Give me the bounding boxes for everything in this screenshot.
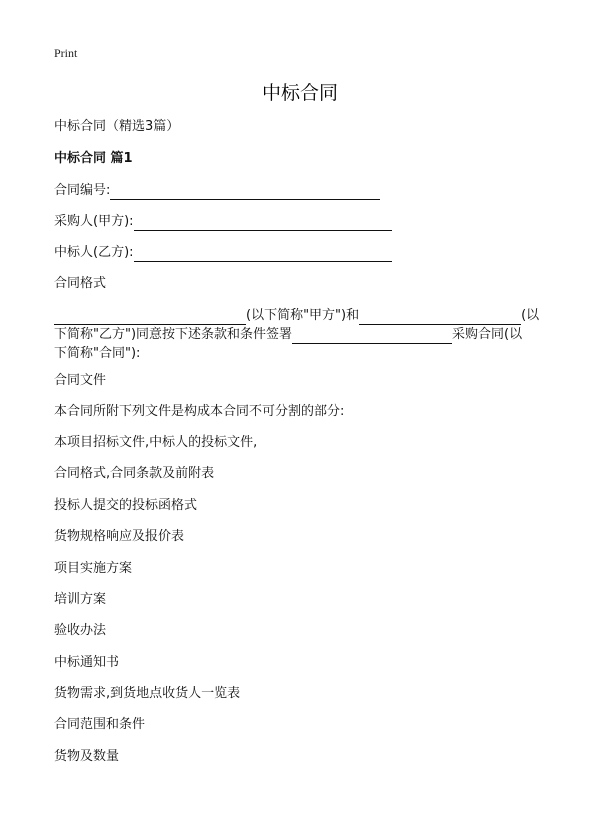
list-item: 验收办法	[54, 623, 107, 638]
buyer-label: 采购人(甲方):	[54, 214, 134, 229]
contract-number-blank[interactable]	[110, 185, 380, 200]
list-item: 合同范围和条件	[54, 717, 146, 732]
bidder-blank[interactable]	[134, 247, 392, 262]
agreement-part-2: (以	[521, 308, 540, 323]
list-item: 合同格式,合同条款及前附表	[54, 466, 215, 481]
project-name-blank[interactable]	[292, 329, 452, 344]
list-item: 项目实施方案	[54, 561, 133, 576]
section-heading: 中标合同 篇1	[54, 151, 133, 166]
bidder-label: 中标人(乙方):	[54, 245, 134, 260]
list-item: 培训方案	[54, 592, 107, 607]
document-subtitle: 中标合同（精选3篇）	[54, 119, 180, 134]
agreement-part-3: 下简称"乙方")同意按下述条款和条件签署	[54, 327, 293, 342]
document-title: 中标合同	[261, 82, 338, 104]
list-item: 货物需求,到货地点收货人一览表	[54, 686, 241, 701]
agreement-part-1: (以下简称"甲方")和	[246, 308, 360, 323]
contract-number-label: 合同编号:	[54, 183, 111, 198]
buyer-field	[54, 213, 392, 231]
list-item: 投标人提交的投标函格式	[54, 498, 198, 513]
list-item: 货物规格响应及报价表	[54, 529, 185, 544]
party-b-name-blank[interactable]	[359, 310, 521, 325]
list-item: 本合同所附下列文件是构成本合同不可分割的部分:	[54, 404, 345, 419]
contract-format-heading: 合同格式	[54, 276, 107, 291]
agreement-part-4: 采购合同(以	[452, 327, 523, 342]
agreement-paragraph	[54, 306, 546, 363]
list-item: 中标通知书	[54, 655, 120, 670]
agreement-part-5: 下简称"合同"):	[54, 346, 141, 361]
list-item: 合同文件	[54, 373, 107, 388]
contract-number-field	[54, 182, 380, 200]
party-a-name-blank[interactable]	[54, 310, 246, 325]
print-link[interactable]: Print	[54, 46, 78, 60]
buyer-blank[interactable]	[134, 216, 392, 231]
bidder-field	[54, 244, 392, 262]
list-item: 本项目招标文件,中标人的投标文件,	[54, 435, 258, 450]
list-item: 货物及数量	[54, 749, 120, 764]
